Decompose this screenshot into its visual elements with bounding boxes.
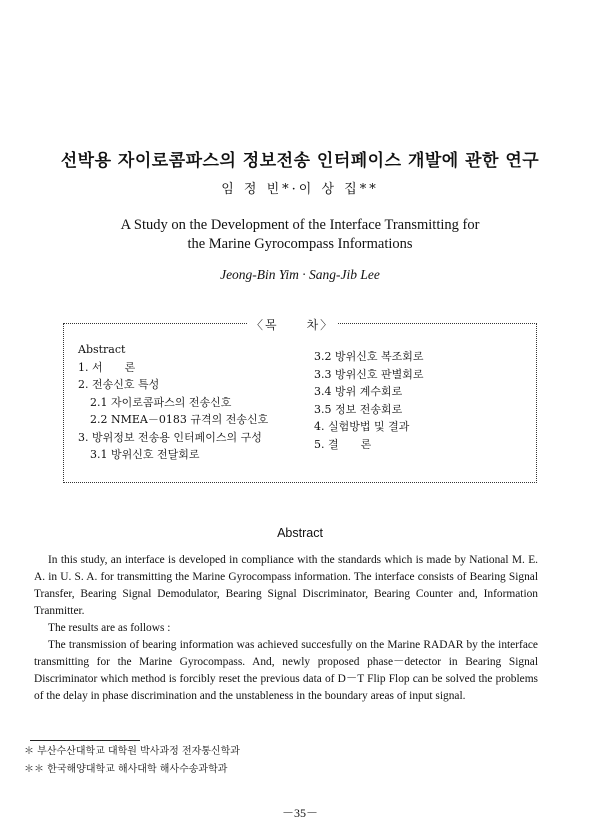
- toc-item: 3.4 방위 계수회로: [314, 385, 403, 398]
- toc-item: 4. 실험방법 및 결과: [314, 420, 410, 433]
- toc-item: 2. 전송신호 특성: [78, 378, 160, 391]
- english-title: [0, 216, 600, 254]
- korean-title: 선박용 자이로콤파스의 정보전송 인터페이스 개발에 관한 연구: [60, 151, 540, 171]
- toc-right-column: [314, 348, 424, 453]
- toc-heading: 〈목 차〉: [247, 316, 338, 333]
- page-number: －35－: [281, 806, 318, 820]
- toc-item: 3. 방위정보 전송용 인터페이스의 구성: [78, 430, 262, 444]
- abstract-paragraph: The transmission of bearing information was achieved succesfully on the Marine RADAR by the interface transmitting for the Marine Gyrocompass. And, newly proposed phase－detector in Bearing Signal Discriminator which method is forcibly reset the previous data of D－T Flip Flop can be solved the problems of the delay in phase discrimination and the unstableness in the boundary areas of input signal.: [34, 639, 538, 702]
- english-authors: Jeong-Bin Yim · Sang-Jib Lee: [220, 267, 380, 282]
- toc-item: 2.2 NMEA－0183 규격의 전송신호: [90, 413, 269, 426]
- toc-item: 2.1 자이로콤파스의 전송신호: [90, 395, 232, 409]
- toc-item: 3.5 정보 전송회로: [314, 402, 403, 416]
- toc-left-column: [78, 341, 268, 464]
- korean-authors: 임 정 빈*·이 상 집**: [221, 182, 379, 197]
- abstract-paragraph: The results are as follows :: [48, 622, 171, 634]
- abstract-heading: Abstract: [277, 526, 323, 540]
- footnote-2: ＊＊ 한국해양대학교 해사대학 해사수송과학과: [24, 764, 228, 775]
- toc-item: 3.3 방위신호 판별회로: [314, 367, 424, 381]
- english-title-line-1: A Study on the Development of the Interface Transmitting for: [120, 217, 480, 233]
- toc-item: 3.1 방위신호 전달회로: [90, 448, 200, 461]
- toc-item: Abstract: [78, 343, 126, 356]
- toc-item: 3.2 방위신호 복조회로: [314, 350, 424, 363]
- footnote-rule: [30, 740, 140, 741]
- toc-item: 5. 결 론: [314, 437, 372, 451]
- abstract-body: [34, 552, 538, 705]
- english-title-line-2: the Marine Gyrocompass Informations: [187, 236, 413, 252]
- toc-item: 1. 서 론: [78, 360, 136, 374]
- footnote-1: ＊ 부산수산대학교 대학원 박사과정 전자통신학과: [24, 746, 240, 757]
- abstract-paragraph: In this study, an interface is developed in compliance with the standards which is made by National M. E. A. in U. S. A. for transmitting the Marine Gyrocompass information. The interface consists of Bearing Signal Transfer, Bearing Signal Demodulator, Bearing Signal Discriminator, Bearing Counter and, Information Tranmitter.: [34, 554, 538, 617]
